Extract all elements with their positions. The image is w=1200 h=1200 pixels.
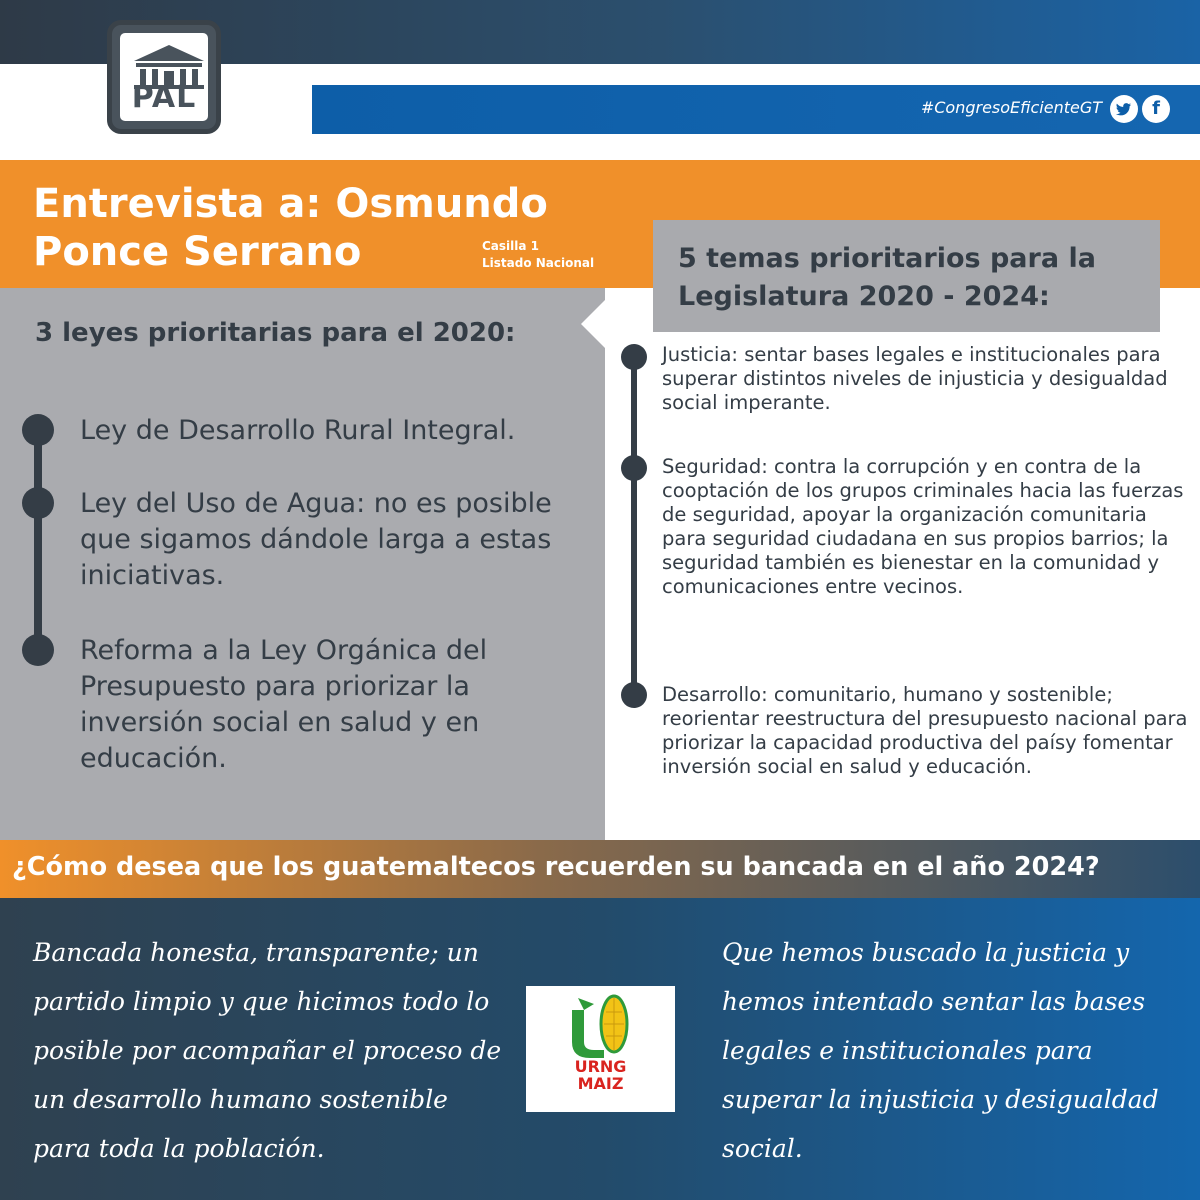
timeline-dot — [621, 344, 647, 370]
topics-heading: 5 temas prioritarios para la Legislatura 2020 - 2024: — [678, 243, 1096, 312]
logo-text: PAL — [131, 80, 197, 115]
law-item: Ley de Desarrollo Rural Integral. — [80, 415, 516, 446]
hashtag-text[interactable]: #CongresoEficienteGT — [920, 98, 1102, 117]
timeline-dot — [621, 455, 647, 481]
timeline-dot — [22, 414, 54, 446]
topic-item: Seguridad: contra la corrupción y en contra de la cooptación de los grupos criminales hacia las fuerzas de seguridad, apoyar la organización comunitaria para seguridad ciudadana en sus propios barrios; la seguridad también es bienestar en la comunidad y comunicaciones entre vecinos. — [662, 455, 1184, 598]
timeline-dot — [22, 487, 54, 519]
timeline-dot — [621, 682, 647, 708]
topic-item: Justicia: sentar bases legales e institucionales para superar distintos niveles de injusticia y desigualdad social imperante. — [662, 343, 1168, 414]
party-line: URNG — [574, 1057, 627, 1076]
answer-right: Que hemos buscado la justicia y hemos intentado sentar las bases legales e institucionales para superar la injusticia y desigualdad social. — [722, 938, 1159, 1163]
casilla-label — [482, 238, 594, 272]
answer-left: Bancada honesta, transparente; un partido limpio y que hicimos todo lo posible por acompañar el proceso de un desarrollo humano sostenible para toda la población. — [33, 938, 502, 1163]
pal-logo[interactable] — [107, 20, 221, 134]
laws-heading: 3 leyes prioritarias para el 2020: — [35, 318, 516, 348]
topic-item: Desarrollo: comunitario, humano y sostenible; reorientar reestructura del presupuesto nacional para priorizar la capacidad productiva del paísy fomentar inversión social en salud y educación. — [662, 683, 1188, 778]
corn-u-icon — [564, 990, 636, 1062]
twitter-icon[interactable] — [1110, 95, 1138, 123]
facebook-icon[interactable]: f — [1142, 95, 1170, 123]
casilla-line: Casilla 1 — [482, 239, 540, 253]
panel-notch — [581, 300, 605, 348]
party-line: MAIZ — [577, 1074, 624, 1093]
urng-maiz-logo — [526, 986, 675, 1112]
law-item: Ley del Uso de Agua: no es posible que sigamos dándole larga a estas iniciativas. — [80, 488, 552, 591]
question-text: ¿Cómo desea que los guatemaltecos recuerden su bancada en el año 2024? — [12, 852, 1100, 882]
page-title: Entrevista a: Osmundo Ponce Serrano — [33, 181, 548, 275]
listado-line: Listado Nacional — [482, 256, 595, 270]
party-name — [526, 1058, 675, 1092]
timeline-dot — [22, 634, 54, 666]
law-item: Reforma a la Ley Orgánica del Presupuesto para priorizar la inversión social en salud y en educación. — [80, 635, 488, 774]
topics-timeline — [631, 356, 637, 696]
laws-timeline — [34, 428, 42, 650]
